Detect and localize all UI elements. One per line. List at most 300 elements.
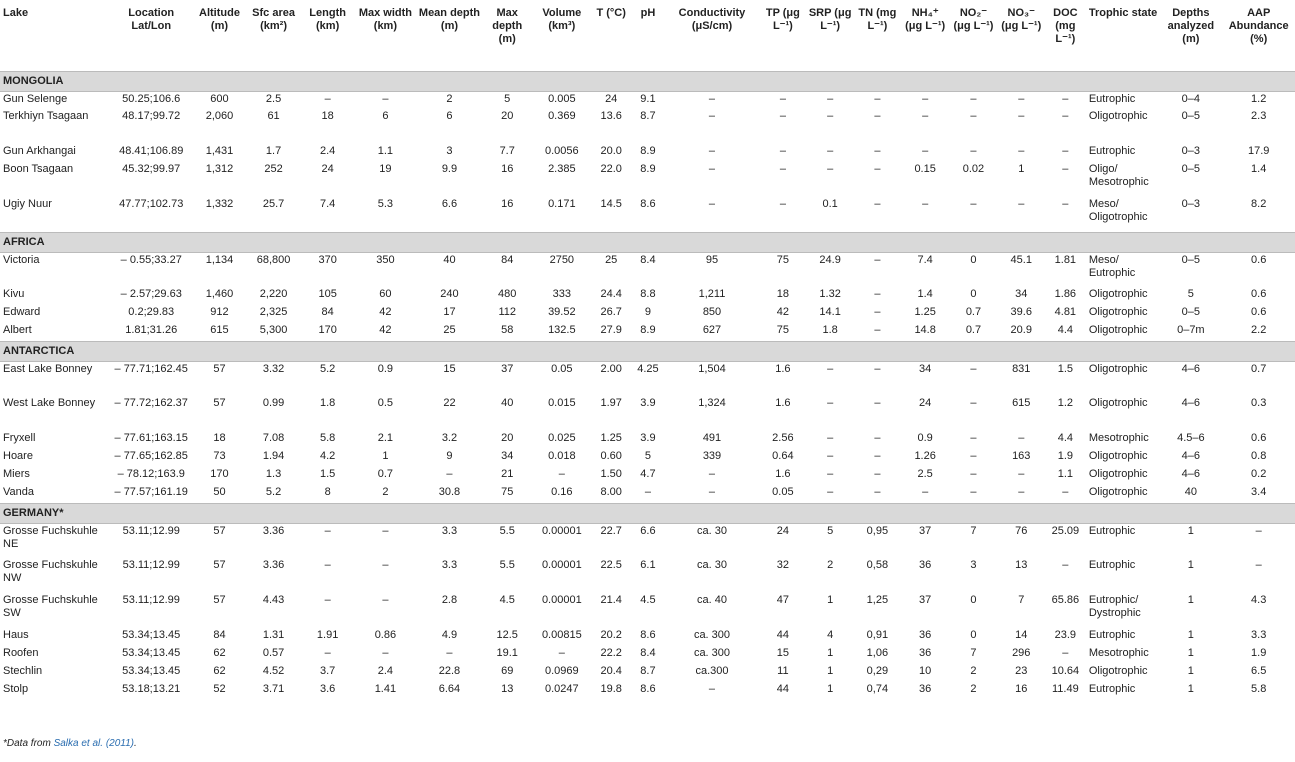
cell-srp: 4 xyxy=(827,629,834,641)
cell-aap-abundance: 4.3 xyxy=(1251,594,1267,606)
cell-temperature: 24.4 xyxy=(600,288,622,300)
cell-conductivity: ca. 40 xyxy=(697,594,727,606)
cell-sfc-area: 1.3 xyxy=(265,468,282,480)
cell-max-depth: 5 xyxy=(504,92,511,105)
cell-ph: 5 xyxy=(644,450,651,462)
cell-mean-depth: 15 xyxy=(443,362,456,375)
cell-doc: 4.4 xyxy=(1057,432,1073,444)
cell-no2: – xyxy=(970,397,977,409)
cell-trophic-state: Oligotrophic xyxy=(1088,324,1148,336)
cell-max-depth: 7.7 xyxy=(499,145,515,157)
table-row xyxy=(0,287,1295,305)
cell-length: 4.2 xyxy=(319,450,336,462)
cell-location: 48.17;99.72 xyxy=(122,110,181,122)
cell-mean-depth: 6.64 xyxy=(438,683,461,695)
cell-lake: Hoare xyxy=(3,450,33,462)
cell-length: – xyxy=(324,559,331,571)
cell-length: 3.7 xyxy=(319,665,336,677)
cell-sfc-area: 2,325 xyxy=(259,306,288,318)
cell-max-width: 1.41 xyxy=(374,683,397,695)
cell-max-depth: 5.5 xyxy=(499,524,515,537)
header-tp: TP (μg L⁻¹) xyxy=(765,7,800,32)
cell-altitude: 50 xyxy=(213,486,226,498)
cell-srp: – xyxy=(827,468,834,480)
table-row xyxy=(0,91,1295,109)
cell-doc: – xyxy=(1062,163,1069,175)
cell-lake: Grosse Fuchskuhle NW xyxy=(3,559,98,584)
cell-ph: 8.9 xyxy=(640,145,656,157)
cell-max-width: 350 xyxy=(376,253,395,266)
table-row xyxy=(0,305,1295,323)
cell-tn: – xyxy=(874,306,881,318)
cell-tn: – xyxy=(874,145,881,157)
cell-volume: 0.0969 xyxy=(545,665,579,677)
cell-lake: Grosse Fuchskuhle NE xyxy=(3,524,98,550)
cell-nh4: – xyxy=(922,110,929,122)
cell-doc: 4.4 xyxy=(1057,324,1073,336)
table-row xyxy=(0,523,1295,558)
cell-max-depth: 13 xyxy=(501,683,514,695)
cell-lake: Vanda xyxy=(3,486,34,498)
cell-length: 84 xyxy=(321,306,334,318)
footnote-reference-link[interactable]: Salka et al. (2011) xyxy=(53,738,134,749)
cell-conductivity: 95 xyxy=(705,253,719,266)
header-max-width: Max width (km) xyxy=(358,7,412,32)
cell-conductivity: 491 xyxy=(702,432,722,444)
cell-no3: – xyxy=(1018,486,1025,498)
cell-max-depth: 20 xyxy=(501,110,514,122)
cell-tp: 1.6 xyxy=(775,362,791,375)
cell-tp: 1.6 xyxy=(775,468,791,480)
cell-volume: 39.52 xyxy=(548,306,576,318)
cell-no3: 76 xyxy=(1015,524,1028,537)
cell-altitude: 615 xyxy=(210,324,229,336)
cell-volume: 0.018 xyxy=(548,450,576,462)
cell-mean-depth: 30.8 xyxy=(438,486,461,498)
cell-tn: – xyxy=(874,324,881,336)
cell-location: – 77.57;161.19 xyxy=(114,486,188,498)
table-row xyxy=(0,682,1295,700)
cell-location: 47.77;102.73 xyxy=(119,198,184,210)
cell-sfc-area: 3.36 xyxy=(262,524,285,537)
cell-volume: 0.00815 xyxy=(541,629,582,641)
cell-no2: – xyxy=(970,468,977,480)
cell-trophic-state: Meso/ Oligotrophic xyxy=(1088,198,1148,223)
cell-tp: 42 xyxy=(776,306,789,318)
cell-nh4: 36 xyxy=(919,647,932,659)
cell-no3: 7 xyxy=(1018,594,1025,606)
cell-trophic-state: Eutrophic xyxy=(1088,92,1136,105)
cell-mean-depth: 9.9 xyxy=(441,163,458,175)
cell-tp: – xyxy=(779,198,786,210)
cell-tn: – xyxy=(874,486,881,498)
cell-conductivity: – xyxy=(708,198,716,210)
cell-ph: 6.6 xyxy=(640,524,656,537)
cell-depths-analyzed: 1 xyxy=(1187,665,1194,677)
cell-max-depth: 112 xyxy=(498,306,516,318)
cell-conductivity: ca. 30 xyxy=(697,524,727,537)
cell-sfc-area: 0.99 xyxy=(262,397,285,409)
cell-location: 0.2;29.83 xyxy=(128,306,175,318)
cell-length: 170 xyxy=(318,324,337,336)
cell-srp: – xyxy=(827,163,834,175)
cell-location: 1.81;31.26 xyxy=(125,324,178,336)
cell-location: 53.34;13.45 xyxy=(122,647,181,659)
cell-depths-analyzed: 0–7m xyxy=(1177,324,1205,336)
cell-mean-depth: 9 xyxy=(446,450,453,462)
cell-sfc-area: 4.43 xyxy=(262,594,285,606)
cell-aap-abundance: 0.6 xyxy=(1251,288,1267,300)
cell-no2: 0 xyxy=(970,629,977,641)
cell-altitude: 600 xyxy=(210,92,229,105)
cell-ph: 8.6 xyxy=(640,198,656,210)
cell-tn: 1,06 xyxy=(866,647,889,659)
cell-doc: – xyxy=(1062,92,1069,105)
cell-altitude: 170 xyxy=(210,468,229,480)
cell-conductivity: – xyxy=(708,92,716,105)
cell-doc: 65.86 xyxy=(1051,594,1080,606)
cell-nh4: 37 xyxy=(919,524,932,537)
table-row xyxy=(0,109,1295,144)
lakes-table xyxy=(0,5,1295,700)
cell-conductivity: ca. 30 xyxy=(697,559,727,571)
cell-volume: 2.385 xyxy=(548,163,576,175)
region-name: GERMANY* xyxy=(0,503,1295,523)
table-row xyxy=(0,252,1295,287)
cell-sfc-area: 2.5 xyxy=(265,92,282,105)
cell-sfc-area: 7.08 xyxy=(262,432,285,444)
cell-conductivity: – xyxy=(708,683,716,695)
cell-lake: Terkhiyn Tsagaan xyxy=(3,110,89,122)
cell-lake: Stechlin xyxy=(3,665,43,677)
cell-no2: 0.7 xyxy=(965,306,982,318)
footnote xyxy=(3,738,137,749)
header-tn: TN (mg L⁻¹) xyxy=(858,7,897,32)
cell-no3: 16 xyxy=(1015,683,1028,695)
cell-length: 5.8 xyxy=(319,432,336,444)
cell-aap-abundance: 6.5 xyxy=(1251,665,1267,677)
cell-ph: 8.8 xyxy=(640,288,656,300)
cell-length: – xyxy=(324,647,331,659)
cell-temperature: 8.00 xyxy=(600,486,622,498)
cell-doc: 11.49 xyxy=(1051,683,1079,695)
region-header-row xyxy=(0,503,1295,523)
cell-no2: 0 xyxy=(970,288,977,300)
cell-tp: 0.05 xyxy=(772,486,794,498)
cell-conductivity: 339 xyxy=(702,450,722,462)
region-name: MONGOLIA xyxy=(0,71,1295,91)
cell-volume: 0.015 xyxy=(548,397,576,409)
cell-max-depth: 16 xyxy=(501,198,514,210)
cell-ph: – xyxy=(644,486,651,498)
cell-doc: 1.5 xyxy=(1057,362,1073,375)
table-body xyxy=(0,71,1295,700)
cell-mean-depth: 22 xyxy=(443,397,456,409)
cell-no2: 3 xyxy=(970,559,977,571)
cell-mean-depth: 2.8 xyxy=(441,594,458,606)
cell-volume: 0.00001 xyxy=(541,524,582,537)
cell-tp: – xyxy=(779,92,786,105)
table-row xyxy=(0,628,1295,646)
cell-depths-analyzed: 4.5–6 xyxy=(1177,432,1205,444)
cell-no2: 0.02 xyxy=(962,163,985,175)
cell-lake: Gun Selenge xyxy=(3,92,68,105)
cell-doc: 1.9 xyxy=(1057,450,1073,462)
cell-temperature: 22.7 xyxy=(600,524,622,537)
cell-nh4: 7.4 xyxy=(917,253,933,266)
cell-sfc-area: 25.7 xyxy=(262,198,285,210)
cell-srp: 0.1 xyxy=(822,198,838,210)
cell-depths-analyzed: 4–6 xyxy=(1181,468,1201,480)
cell-no2: 0 xyxy=(970,594,977,606)
table-row xyxy=(0,449,1295,467)
cell-trophic-state: Eutrophic xyxy=(1088,524,1136,537)
cell-trophic-state: Mesotrophic xyxy=(1088,432,1149,444)
cell-srp: 5 xyxy=(827,524,834,537)
cell-depths-analyzed: 0–5 xyxy=(1181,306,1201,318)
cell-length: 370 xyxy=(318,253,337,266)
footnote-suffix: . xyxy=(134,738,137,749)
table-row xyxy=(0,323,1295,341)
header-no2: NO₂⁻ (μg L⁻¹) xyxy=(953,7,994,32)
cell-doc: 1.2 xyxy=(1057,397,1073,409)
cell-tn: – xyxy=(874,432,881,444)
cell-no3: – xyxy=(1018,145,1025,157)
cell-trophic-state: Eutrophic xyxy=(1088,629,1136,641)
cell-length: – xyxy=(324,524,331,537)
cell-aap-abundance: 0.6 xyxy=(1251,253,1267,266)
cell-no2: 7 xyxy=(970,524,977,537)
cell-nh4: 36 xyxy=(919,629,932,641)
cell-mean-depth: 3.3 xyxy=(441,524,458,537)
cell-max-width: 1 xyxy=(382,450,389,462)
cell-lake: Fryxell xyxy=(3,432,36,444)
cell-aap-abundance: 2.2 xyxy=(1251,324,1267,336)
cell-length: 1.8 xyxy=(319,397,336,409)
cell-nh4: 1.4 xyxy=(917,288,933,300)
cell-ph: 8.6 xyxy=(640,629,656,641)
cell-temperature: 22.2 xyxy=(600,647,622,659)
cell-lake: Ugiy Nuur xyxy=(3,198,52,210)
cell-srp: 1.8 xyxy=(822,324,838,336)
cell-sfc-area: 1.7 xyxy=(265,145,282,157)
cell-max-width: 42 xyxy=(379,324,392,336)
cell-max-width: 19 xyxy=(379,163,392,175)
cell-conductivity: 1,324 xyxy=(698,397,726,409)
cell-no3: 14 xyxy=(1015,629,1028,641)
cell-srp: 14.1 xyxy=(819,306,841,318)
cell-depths-analyzed: 1 xyxy=(1187,559,1194,571)
header-altitude: Altitude (m) xyxy=(199,7,240,32)
cell-max-width: 2.4 xyxy=(377,665,394,677)
cell-no2: – xyxy=(970,362,977,375)
region-header-row xyxy=(0,341,1295,361)
cell-no3: 296 xyxy=(1012,647,1031,659)
cell-aap-abundance: 3.4 xyxy=(1251,486,1267,498)
cell-trophic-state: Eutrophic xyxy=(1088,559,1136,571)
cell-doc: – xyxy=(1062,110,1069,122)
cell-max-depth: 20 xyxy=(501,432,514,444)
cell-no2: – xyxy=(970,198,977,210)
cell-lake: Roofen xyxy=(3,647,39,659)
cell-location: 53.11;12.99 xyxy=(122,559,180,571)
cell-no2: – xyxy=(970,486,977,498)
cell-nh4: 2.5 xyxy=(917,468,933,480)
cell-lake: Grosse Fuchskuhle SW xyxy=(3,594,98,619)
cell-max-depth: 69 xyxy=(501,665,514,677)
cell-temperature: 26.7 xyxy=(600,306,622,318)
cell-length: 7.4 xyxy=(319,198,336,210)
cell-tp: 44 xyxy=(776,683,789,695)
cell-max-width: 42 xyxy=(379,306,392,318)
cell-max-width: 60 xyxy=(379,288,392,300)
cell-trophic-state: Oligotrophic xyxy=(1088,362,1148,375)
cell-tn: 0,58 xyxy=(866,559,889,571)
cell-no2: 2 xyxy=(970,665,977,677)
cell-no3: 831 xyxy=(1012,362,1031,375)
cell-volume: 0.369 xyxy=(548,110,576,122)
cell-ph: 8.6 xyxy=(640,683,656,695)
cell-max-depth: 16 xyxy=(501,163,514,175)
cell-location: – 77.72;162.37 xyxy=(114,397,188,409)
cell-location: 53.18;13.21 xyxy=(122,683,181,695)
cell-length: 18 xyxy=(321,110,334,122)
cell-tp: 75 xyxy=(776,253,789,266)
cell-max-depth: 37 xyxy=(501,362,514,375)
cell-trophic-state: Oligotrophic xyxy=(1088,306,1148,318)
cell-max-depth: 21 xyxy=(501,468,514,480)
cell-aap-abundance: 1.9 xyxy=(1251,647,1267,659)
cell-depths-analyzed: 4–6 xyxy=(1181,362,1201,375)
cell-volume: 0.00001 xyxy=(541,594,582,606)
cell-no3: – xyxy=(1018,92,1025,105)
cell-no3: 45.1 xyxy=(1010,253,1032,266)
cell-doc: – xyxy=(1062,486,1069,498)
cell-ph: 8.9 xyxy=(640,324,656,336)
header-temperature: T (°C) xyxy=(596,7,626,19)
cell-trophic-state: Oligotrophic xyxy=(1088,665,1148,677)
cell-depths-analyzed: 5 xyxy=(1187,288,1194,300)
cell-temperature: 1.50 xyxy=(600,468,622,480)
cell-ph: 4.25 xyxy=(637,362,659,375)
cell-altitude: 1,332 xyxy=(205,198,234,210)
cell-volume: 0.0247 xyxy=(545,683,579,695)
cell-altitude: 84 xyxy=(213,629,226,641)
header-nh4: NH₄⁺ (μg L⁻¹) xyxy=(905,7,946,32)
cell-nh4: 10 xyxy=(919,665,932,677)
cell-aap-abundance: 0.3 xyxy=(1251,397,1267,409)
cell-altitude: 1,460 xyxy=(205,288,234,300)
cell-mean-depth: – xyxy=(446,647,453,659)
cell-max-width: 0.7 xyxy=(377,468,394,480)
cell-max-depth: 84 xyxy=(501,253,514,266)
cell-altitude: 2,060 xyxy=(205,110,234,122)
cell-nh4: 0.9 xyxy=(917,432,933,444)
cell-conductivity: – xyxy=(708,145,716,157)
cell-srp: – xyxy=(827,92,834,105)
cell-temperature: 14.5 xyxy=(600,198,622,210)
cell-altitude: 57 xyxy=(213,594,226,606)
cell-ph: 8.9 xyxy=(640,163,656,175)
cell-doc: – xyxy=(1062,145,1069,157)
cell-doc: 10.64 xyxy=(1051,665,1080,677)
cell-tp: 0.64 xyxy=(772,450,794,462)
table-row xyxy=(0,162,1295,197)
cell-mean-depth: 6 xyxy=(446,110,453,122)
cell-sfc-area: 0.57 xyxy=(262,647,285,659)
cell-nh4: – xyxy=(922,198,929,210)
cell-volume: – xyxy=(558,647,565,659)
cell-sfc-area: 4.52 xyxy=(262,665,285,677)
table-row xyxy=(0,431,1295,449)
cell-temperature: 1.97 xyxy=(600,397,622,409)
cell-conductivity: ca. 300 xyxy=(693,647,731,659)
cell-temperature: 25 xyxy=(605,253,618,266)
cell-tn: 0,29 xyxy=(866,665,889,677)
cell-nh4: 36 xyxy=(919,683,932,695)
cell-altitude: 57 xyxy=(213,524,226,537)
cell-srp: 1 xyxy=(827,683,834,695)
cell-tn: – xyxy=(874,253,881,266)
cell-length: 5.2 xyxy=(319,362,336,375)
cell-tn: – xyxy=(874,362,881,375)
cell-altitude: 62 xyxy=(213,647,226,659)
cell-no3: 1 xyxy=(1018,163,1025,175)
cell-aap-abundance: 1.4 xyxy=(1251,163,1267,175)
header-volume: Volume (km³) xyxy=(542,7,582,32)
cell-location: – 78.12;163.9 xyxy=(117,468,185,480)
header-depths-analyzed: Depths analyzed (m) xyxy=(1167,7,1215,45)
header-mean-depth: Mean depth (m) xyxy=(418,7,481,32)
cell-length: 3.6 xyxy=(319,683,336,695)
cell-depths-analyzed: 40 xyxy=(1184,486,1197,498)
cell-tn: – xyxy=(874,468,881,480)
cell-lake: Stolp xyxy=(3,683,29,695)
cell-tp: – xyxy=(779,145,786,157)
cell-tp: 47 xyxy=(776,594,789,606)
header-no3: NO₃⁻ (μg L⁻¹) xyxy=(1001,7,1042,32)
cell-lake: West Lake Bonney xyxy=(3,397,96,409)
cell-srp: 1 xyxy=(827,665,834,677)
cell-doc: 4.81 xyxy=(1054,306,1077,318)
cell-no3: 163 xyxy=(1012,450,1031,462)
table-row xyxy=(0,396,1295,431)
cell-temperature: 19.8 xyxy=(600,683,622,695)
cell-mean-depth: 40 xyxy=(443,253,456,266)
header-row xyxy=(0,5,1295,71)
cell-length: 8 xyxy=(324,486,331,498)
cell-tn: 1,25 xyxy=(866,594,889,606)
cell-no2: – xyxy=(970,92,977,105)
cell-tn: 0,74 xyxy=(866,683,889,695)
cell-location: 48.41;106.89 xyxy=(119,145,184,157)
cell-length: 105 xyxy=(318,288,337,300)
cell-srp: 1 xyxy=(827,594,834,606)
cell-max-depth: 12.5 xyxy=(496,629,518,641)
region-name: AFRICA xyxy=(0,232,1295,252)
cell-depths-analyzed: 0–3 xyxy=(1181,198,1201,210)
table-row xyxy=(0,197,1295,232)
cell-ph: 3.9 xyxy=(640,397,656,409)
cell-mean-depth: 3.2 xyxy=(441,432,458,444)
cell-doc: – xyxy=(1062,559,1069,571)
cell-max-width: 1.1 xyxy=(377,145,394,157)
header-location: Location Lat/Lon xyxy=(128,7,175,32)
cell-volume: 0.16 xyxy=(551,486,573,498)
cell-mean-depth: – xyxy=(446,468,453,480)
cell-no3: – xyxy=(1018,198,1025,210)
cell-max-width: – xyxy=(382,647,389,659)
